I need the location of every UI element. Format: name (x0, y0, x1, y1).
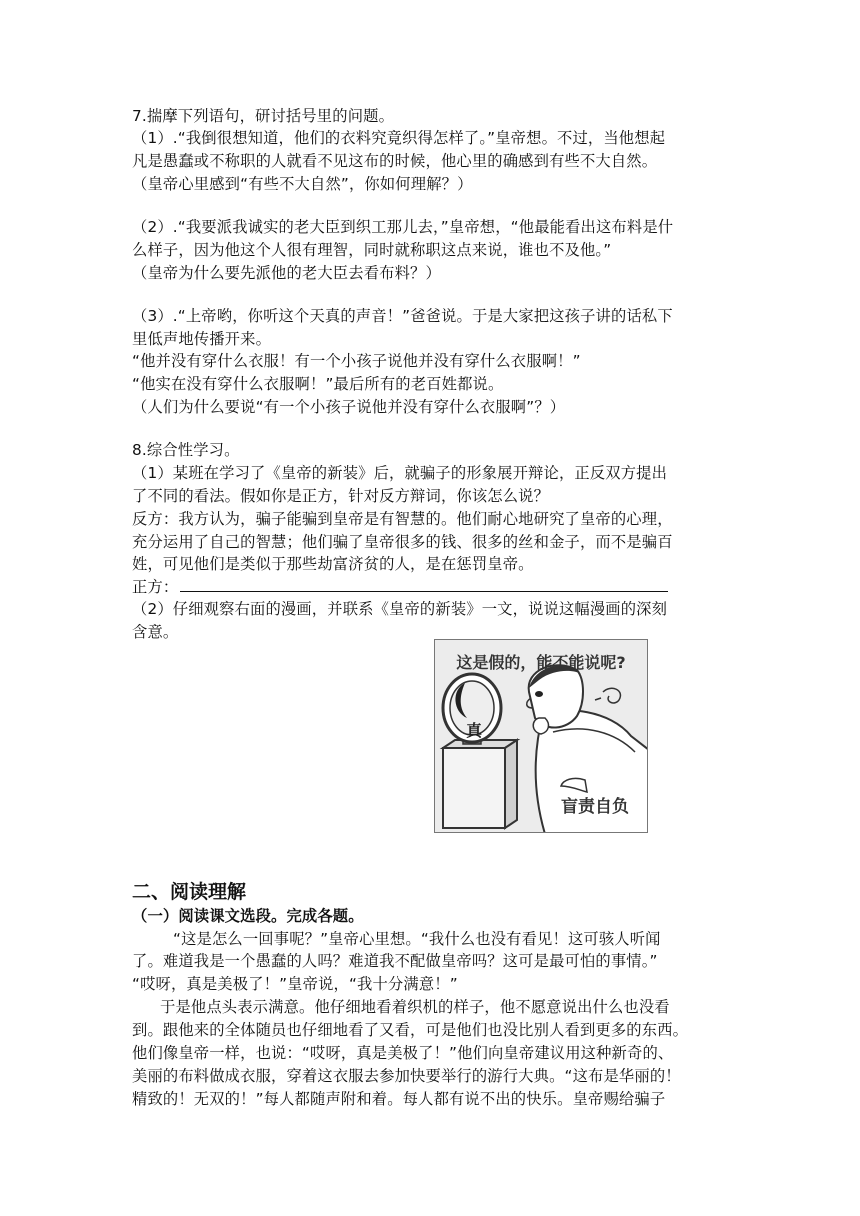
q7-p3-line4: “他实在没有穿什么衣服啊！”最后所有的老百姓都说。 (132, 375, 504, 393)
reading-para1-line1: “这是怎么一回事呢？”皇帝心里想。“我什么也没有看见！这可骇人听闻 (173, 930, 661, 948)
q8-fan-line3: 姓，可见他们是类似于那些劫富济贫的人，是在惩罚皇帝。 (132, 555, 534, 573)
q7-p1-question: （皇帝心里感到“有些不大自然”，你如何理解？） (132, 175, 473, 193)
reading-para2-line1: 于是他点头表示满意。他仔细地看着织机的样子，他不愿意说出什么也没看 (160, 998, 670, 1016)
q7-title: 7.揣摩下列语句，研讨括号里的问题。 (132, 107, 395, 125)
reading-para2-line2: 到。跟他来的全体随员也仔细地看了又看，可是他们也没比别人看到更多的东西。 (132, 1021, 689, 1039)
q7-p3-question: （人们为什么要说“有一个小孩子说他并没有穿什么衣服啊”？） (132, 398, 566, 416)
reading-para2-line5: 精致的！无双的！”每人都随声附和着。每人都有说不出的快乐。皇帝赐给骗子 (132, 1090, 666, 1108)
q8-fan-line2: 充分运用了自己的智慧；他们骗了皇帝很多的钱、很多的丝和金子，而不是骗百 (132, 533, 673, 551)
q8-s2-line2: 含意。 (132, 623, 179, 641)
q8-zheng-label: 正方： (132, 578, 179, 596)
q8-s1-line2: 了不同的看法。假如你是正方，针对反方辩词，你该怎么说？ (132, 487, 550, 505)
q8-title: 8.综合性学习。 (132, 441, 240, 459)
cartoon-caption-bottom: 盲责自负 (561, 797, 629, 817)
q8-fan-line1: 反方：我方认为，骗子能骗到皇帝是有智慧的。他们耐心地研究了皇帝的心理， (132, 510, 673, 528)
q7-p1-line2: 凡是愚蠢或不称职的人就看不见这布的时候，他心里的确感到有些不大自然。 (132, 152, 658, 170)
q8-s2-line1: （2）仔细观察右面的漫画，并联系《皇帝的新装》一文，说说这幅漫画的深刻 (132, 600, 668, 618)
q7-p2-line1: （2）.“我要派我诚实的老大臣到织工那儿去，”皇帝想，“他最能看出这布料是什 (132, 218, 674, 236)
q7-p3-line2: 里低声地传播开来。 (132, 330, 272, 348)
section-subheading: （一）阅读课文选段。完成各题。 (132, 907, 364, 925)
q7-p2-line2: 么样子，因为他这个人很有理智，同时就称职这点来说，谁也不及他。” (132, 241, 612, 259)
q8-zheng-answer (132, 576, 732, 598)
cartoon-image (434, 639, 648, 833)
q7-p3-line3: “他并没有穿什么衣服！有一个小孩子说他并没有穿什么衣服啊！” (132, 352, 581, 370)
reading-para1-line3: “哎呀，真是美极了！”皇帝说，“我十分满意！” (132, 975, 458, 993)
answer-blank-line[interactable] (180, 576, 668, 592)
q7-p3-line1: （3）.“上帝哟，你听这个天真的声音！”爸爸说。于是大家把这孩子讲的话私下 (132, 307, 673, 325)
cartoon-caption-top: 这是假的，能不能说呢? (456, 653, 626, 672)
q7-p2-question: （皇帝为什么要先派他的老大臣去看布料？） (132, 264, 441, 282)
mirror-character: 真 (466, 721, 483, 740)
q8-s1-line1: （1）某班在学习了《皇帝的新装》后，就骗子的形象展开辩论，正反双方提出 (132, 464, 668, 482)
section-heading: 二、阅读理解 (132, 881, 247, 903)
reading-para2-line3: 他们像皇帝一样，也说：“哎呀，真是美极了！”他们向皇帝建议用这种新奇的、 (132, 1044, 674, 1062)
q7-p1-line1: （1）.“我倒很想知道，他们的衣料究竟织得怎样了。”皇帝想。不过，当他想起 (132, 129, 666, 147)
reading-para1-line2: 了。难道我是一个愚蠢的人吗？难道我不配做皇帝吗？这可是最可怕的事情。” (132, 952, 658, 970)
reading-para2-line4: 美丽的布料做成衣服，穿着这衣服去参加快要举行的游行大典。“这布是华丽的！ (132, 1067, 681, 1085)
